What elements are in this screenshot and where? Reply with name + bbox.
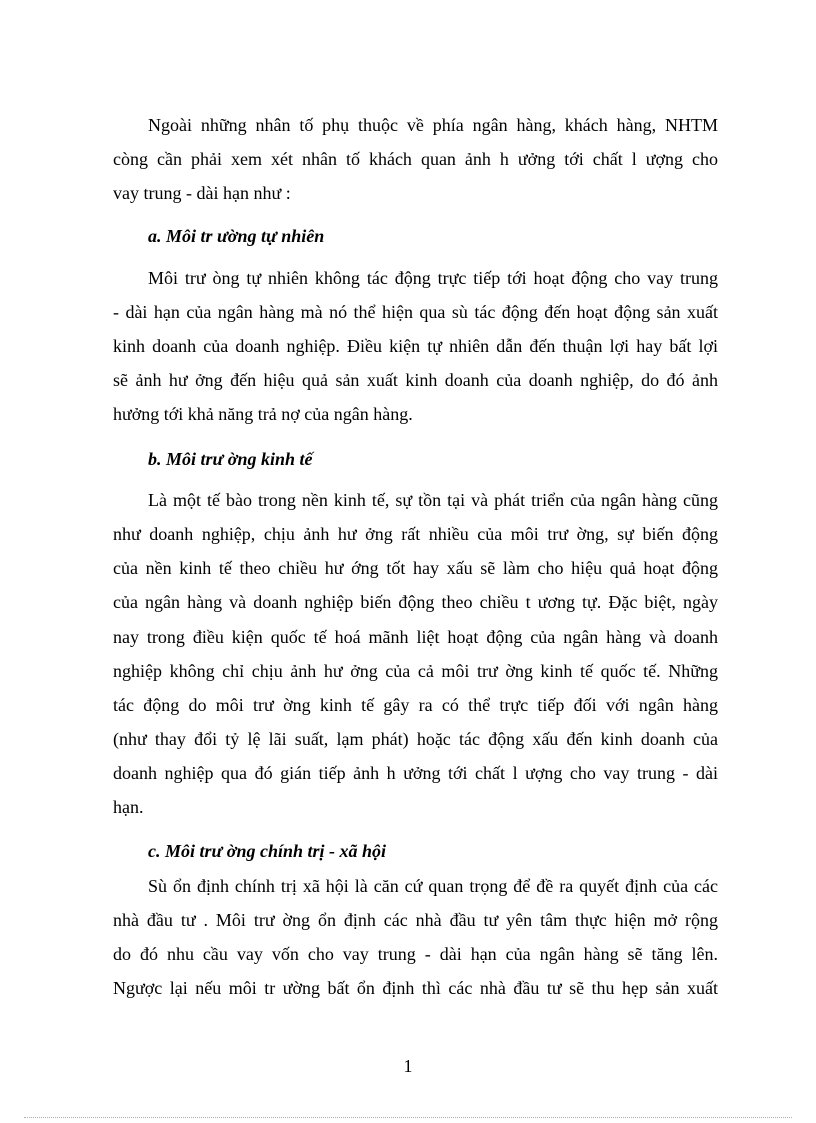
section-b-line-5: nay trong điều kiện quốc tế hoá mãnh liệt hoạt động của ngân hàng và doanh <box>113 627 718 647</box>
section-c-line-4: Ngược lại nếu môi tr ường bất ổn định thì các nhà đầu tư sẽ thu hẹp sản xuất <box>113 978 718 998</box>
section-c-line-1: Sù ổn định chính trị xã hội là căn cứ quan trọng để đề ra quyết định của các <box>148 876 718 896</box>
section-b-line-3: của nền kinh tế theo chiều hư ớng tốt hay xấu sẽ làm cho hiệu quả hoạt động <box>113 558 718 578</box>
intro-line-3: vay trung - dài hạn như : <box>113 183 291 203</box>
intro-line-1: Ngoài những nhân tố phụ thuộc về phía ngân hàng, khách hàng, NHTM <box>148 115 718 135</box>
section-b-line-8: (như thay đổi tỷ lệ lãi suất, lạm phát) hoặc tác động xấu đến kinh doanh của <box>113 729 718 749</box>
section-c-line-2: nhà đầu tư . Môi trư ờng ổn định các nhà đầu tư yên tâm thực hiện mở rộng <box>113 910 718 930</box>
section-b-line-1: Là một tế bào trong nền kinh tế, sự tồn tại và phát triển của ngân hàng cũng <box>148 490 718 510</box>
section-a-line-1: Môi trư òng tự nhiên không tác động trực tiếp tới hoạt động cho vay trung <box>148 268 718 288</box>
section-c-line-3: do đó nhu cầu vay vốn cho vay trung - dài hạn của ngân hàng sẽ tăng lên. <box>113 944 718 964</box>
section-c-heading: c. Môi trư ờng chính trị - xã hội <box>148 841 386 861</box>
section-a-line-2: - dài hạn của ngân hàng mà nó thể hiện qua sù tác động đến hoạt động sản xuất <box>113 302 718 322</box>
intro-line-2: còng cần phải xem xét nhân tố khách quan ảnh h ưởng tới chất l ượng cho <box>113 149 718 169</box>
section-a-line-3: kinh doanh của doanh nghiệp. Điều kiện tự nhiên dẫn đến thuận lợi hay bất lợi <box>113 336 718 356</box>
section-b-line-9: doanh nghiệp qua đó gián tiếp ảnh h ưởng tới chất l ượng cho vay trung - dài <box>113 763 718 783</box>
section-b-line-4: của ngân hàng và doanh nghiệp biến động theo chiều t ương tự. Đặc biệt, ngày <box>113 592 718 612</box>
section-a-line-5: hưởng tới khả năng trả nợ của ngân hàng. <box>113 404 413 424</box>
section-a-heading: a. Môi tr ường tự nhiên <box>148 226 325 246</box>
section-b-line-6: nghiệp không chỉ chịu ảnh hư ởng của cả môi trư ờng kinh tế quốc tế. Những <box>113 661 718 681</box>
section-b-line-7: tác động do môi trư ờng kinh tế gây ra có thể trực tiếp đối với ngân hàng <box>113 695 718 715</box>
section-b-line-2: như doanh nghiệp, chịu ảnh hư ởng rất nhiều của môi trư ờng, sự biến động <box>113 524 718 544</box>
section-b-heading: b. Môi trư ờng kinh tế <box>148 449 313 469</box>
page-number: 1 <box>403 1056 413 1076</box>
section-a-line-4: sẽ ảnh hư ởng đến hiệu quả sản xuất kinh doanh của doanh nghiệp, do đó ảnh <box>113 370 718 390</box>
page-bottom-divider <box>24 1117 792 1118</box>
section-b-line-10: hạn. <box>113 797 144 817</box>
